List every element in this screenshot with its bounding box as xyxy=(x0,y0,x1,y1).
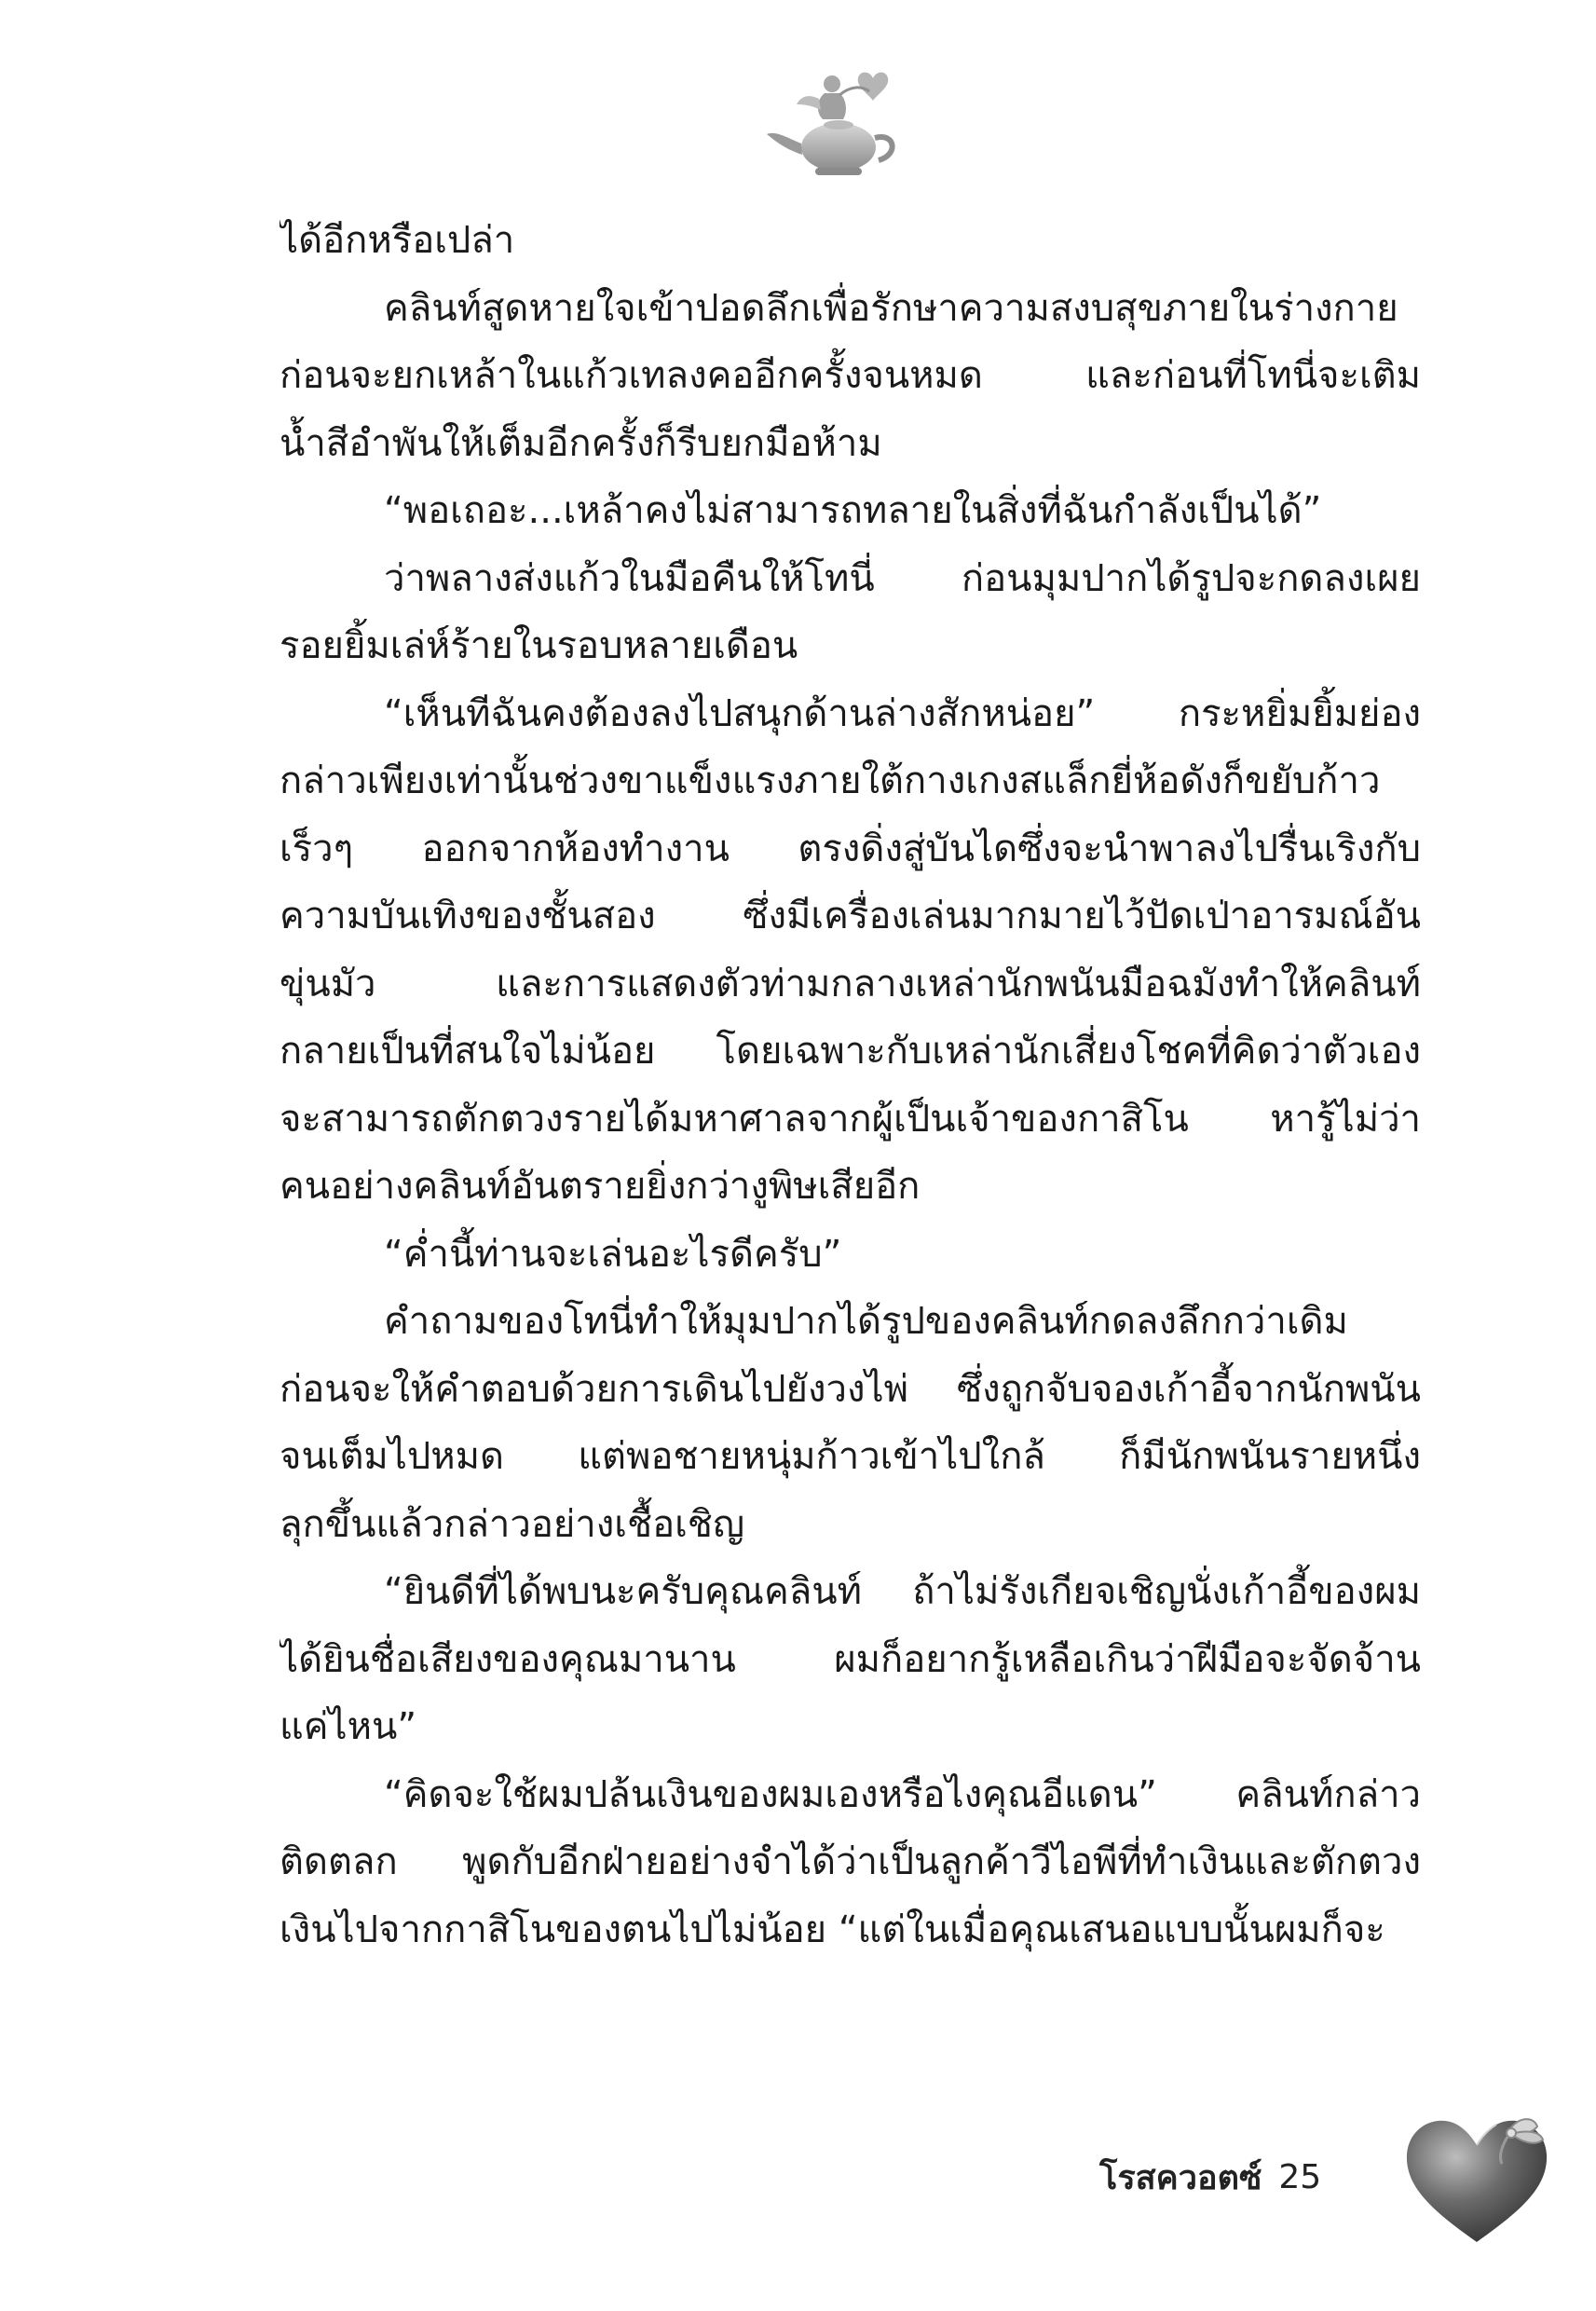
paragraph-line: จะสามารถตักตวงรายได้มหาศาลจากผู้เป็นเจ้าของกาสิโน หารู้ไม่ว่า xyxy=(280,1097,1421,1141)
paragraph-line: คนอย่างคลินท์อันตรายยิ่งกว่างูพิษเสียอีก xyxy=(280,1165,921,1208)
page-number: 25 xyxy=(1278,2157,1322,2196)
paragraph-line: “คิดจะใช้ผมปล้นเงินของผมเองหรือไงคุณอีแดน” คลินท์กล่าว xyxy=(384,1772,1421,1816)
paragraph-line: คำถามของโทนี่ทำให้มุมปากได้รูปของคลินท์กดลงลึกกว่าเดิม xyxy=(384,1300,1348,1343)
paragraph-line: คลินท์สูดหายใจเข้าปอดลึกเพื่อรักษาความสงบสุขภายในร่างกาย xyxy=(384,286,1398,330)
paragraph-line: จนเต็มไปหมด แต่พอชายหนุ่มก้าวเข้าไปใกล้ ก็มีนักพนันรายหนึ่ง xyxy=(280,1435,1421,1478)
paragraph-line: น้ำสีอำพันให้เต็มอีกครั้งก็รีบยกมือห้าม xyxy=(280,421,882,465)
paragraph-line: กล่าวเพียงเท่านั้นช่วงขาแข็งแรงภายใต้กางเกงสแล็กยี่ห้อดังก็ขยับก้าว xyxy=(280,759,1381,802)
paragraph-line: ลุกขึ้นแล้วกล่าวอย่างเชื้อเชิญ xyxy=(280,1502,745,1546)
paragraph-line: “พอเถอะ...เหล้าคงไม่สามารถทลายในสิ่งที่ฉันกำลังเป็นได้” xyxy=(384,489,1322,532)
heart-gift-box-icon xyxy=(1398,2102,1556,2251)
paragraph-line: ความบันเทิงของชั้นสอง ซึ่งมีเครื่องเล่นมากมายไว้ปัดเป่าอารมณ์อัน xyxy=(280,895,1421,937)
paragraph-line: กลายเป็นที่สนใจไม่น้อย โดยเฉพาะกับเหล่านักเสี่ยงโชคที่คิดว่าตัวเอง xyxy=(280,1030,1421,1073)
paragraph-line: ก่อนจะให้คำตอบด้วยการเดินไปยังวงไพ่ ซึ่งถูกจับจองเก้าอี้จากนักพนัน xyxy=(280,1367,1421,1411)
paragraph-line: เร็วๆ ออกจากห้องทำงาน ตรงดิ่งสู่บันไดซึ่งจะนำพาลงไปรื่นเริงกับ xyxy=(280,827,1421,870)
paragraph-line: แค่ไหน” xyxy=(280,1705,417,1748)
paragraph-line: ก่อนจะยกเหล้าในแก้วเทลงคออีกครั้งจนหมด และก่อนที่โทนี่จะเติม xyxy=(280,354,1421,397)
paragraph-line: ได้อีกหรือเปล่า xyxy=(280,219,515,262)
paragraph-line: ขุ่นมัว และการแสดงตัวท่ามกลางเหล่านักพนันมือฉมังทำให้คลินท์ xyxy=(280,962,1421,1005)
body-text xyxy=(280,207,1421,1963)
paragraph-line: ว่าพลางส่งแก้วในมือคืนให้โทนี่ ก่อนมุมปากได้รูปจะกดลงเผย xyxy=(384,556,1421,600)
paragraph-line: ได้ยินชื่อเสียงของคุณมานาน ผมก็อยากรู้เหลือเกินว่าฝีมือจะจัดจ้าน xyxy=(280,1637,1421,1681)
paragraph-line: เงินไปจากกาสิโนของตนไปไม่น้อย “แต่ในเมื่อคุณเสนอแบบนั้นผมก็จะ xyxy=(280,1908,1385,1951)
paragraph-line: “ยินดีที่ได้พบนะครับคุณคลินท์ ถ้าไม่รังเกียจเชิญนั่งเก้าอี้ของผม xyxy=(384,1570,1421,1613)
page-footer xyxy=(1099,2149,1321,2205)
paragraph-line: รอยยิ้มเล่ห์ร้ายในรอบหลายเดือน xyxy=(280,624,798,667)
book-title: โรสควอตซ์ xyxy=(1099,2158,1262,2197)
paragraph-line: “ค่ำนี้ท่านจะเล่นอะไรดีครับ” xyxy=(384,1232,842,1276)
paragraph-line: ติดตลก พูดกับอีกฝ่ายอย่างจำได้ว่าเป็นลูกค้าวีไอพีที่ทำเงินและตักตวง xyxy=(280,1840,1421,1883)
teapot-cupid-icon xyxy=(759,58,918,188)
paragraph-line: “เห็นทีฉันคงต้องลงไปสนุกด้านล่างสักหน่อย” กระหยิ่มยิ้มย่อง xyxy=(384,691,1421,735)
